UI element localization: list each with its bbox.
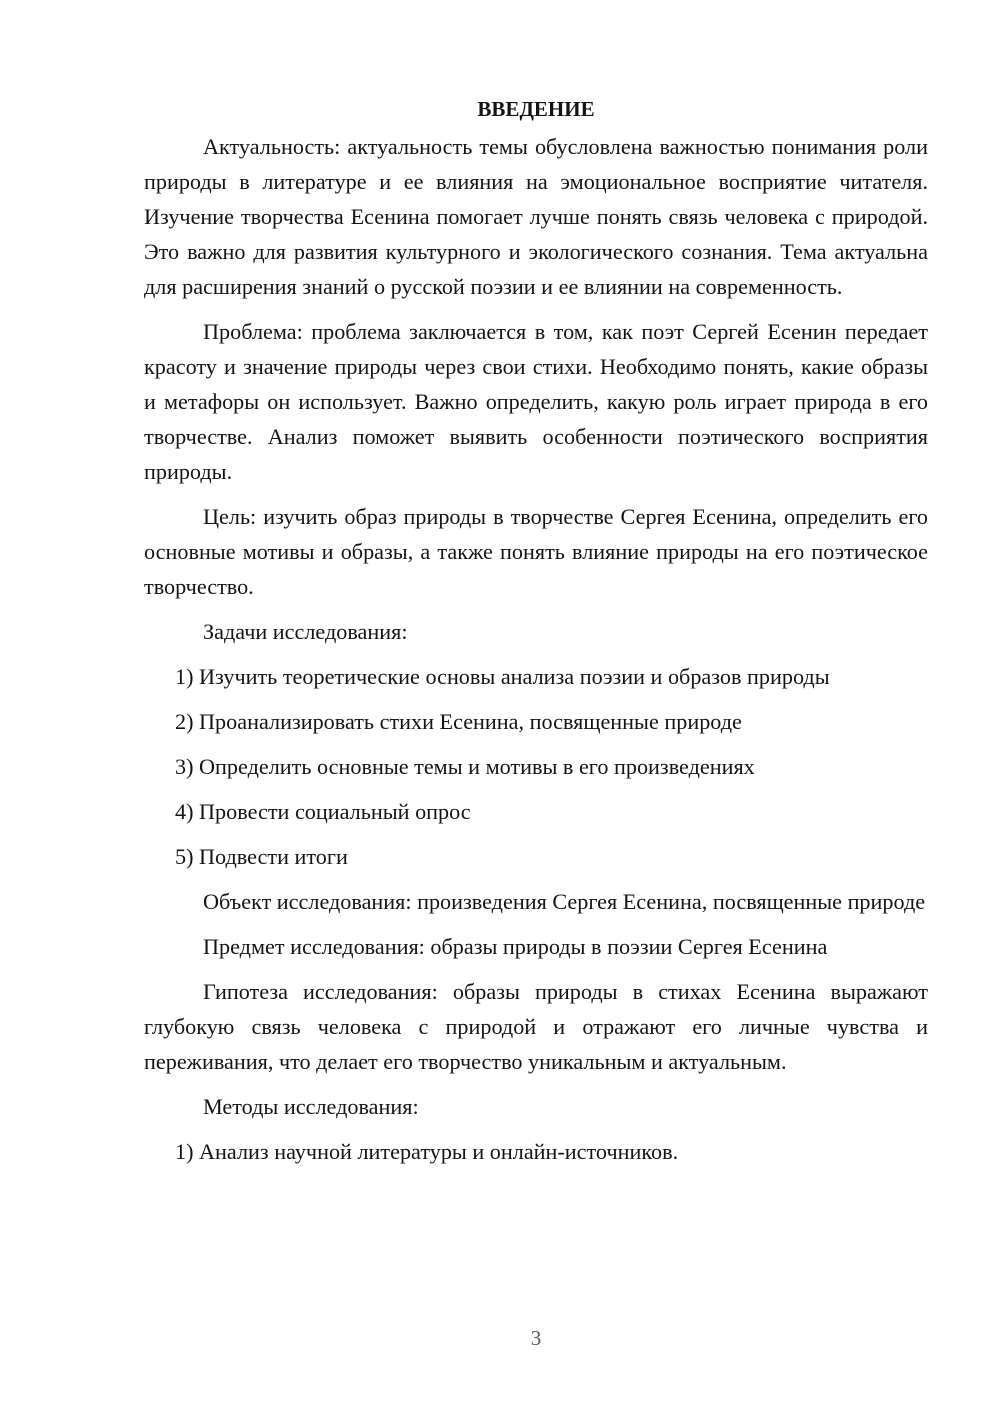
page-number: 3 [530, 1326, 542, 1350]
tasks-list [144, 659, 928, 874]
section-title: ВВЕДЕНИЕ [477, 97, 595, 121]
list-item: 2) Проанализировать стихи Есенина, посвященные природе [175, 709, 742, 734]
methods-heading: Методы исследования: [203, 1094, 419, 1119]
tasks-heading: Задачи исследования: [203, 619, 408, 644]
list-item: 4) Провести социальный опрос [175, 799, 471, 824]
subject-paragraph: Предмет исследования: образы природы в поэзии Сергея Есенина [203, 934, 828, 959]
list-item: 1) Изучить теоретические основы анализа поэзии и образов природы [175, 664, 830, 689]
goal-paragraph: Цель: изучить образ природы в творчестве Сергея Есенина, определить его основные мотивы и образы, а также понять влияние природы на его поэтическое творчество. [144, 504, 928, 599]
methods-list [144, 1134, 928, 1169]
hypothesis-paragraph: Гипотеза исследования: образы природы в стихах Есенина выражают глубокую связь человека с природой и отражают его личные чувства и переживания, что делает его творчество уникальным и актуальным. [144, 979, 928, 1074]
list-item: 3) Определить основные темы и мотивы в его произведениях [175, 754, 755, 779]
relevance-paragraph: Актуальность: актуальность темы обусловлена важностью понимания роли природы в литературе и ее влияния на эмоциональное восприятие читателя. Изучение творчества Есенина помогает лучше понять связь человека с природой. Это важно для развития культурного и экологического сознания. Тема актуальна для расширения знаний о русской поэзии и ее влиянии на современность. [144, 134, 928, 299]
problem-paragraph: Проблема: проблема заключается в том, как поэт Сергей Есенин передает красоту и значение природы через свои стихи. Необходимо понять, какие образы и метафоры он использует. Важно определить, какую роль играет природа в его творчестве. Анализ поможет выявить особенности поэтического восприятия природы. [144, 319, 928, 484]
list-item: 5) Подвести итоги [175, 844, 348, 869]
list-item: 1) Анализ научной литературы и онлайн-источников. [175, 1139, 679, 1164]
document-page [144, 92, 928, 1179]
object-paragraph: Объект исследования: произведения Сергея Есенина, посвященные природе [203, 889, 926, 914]
